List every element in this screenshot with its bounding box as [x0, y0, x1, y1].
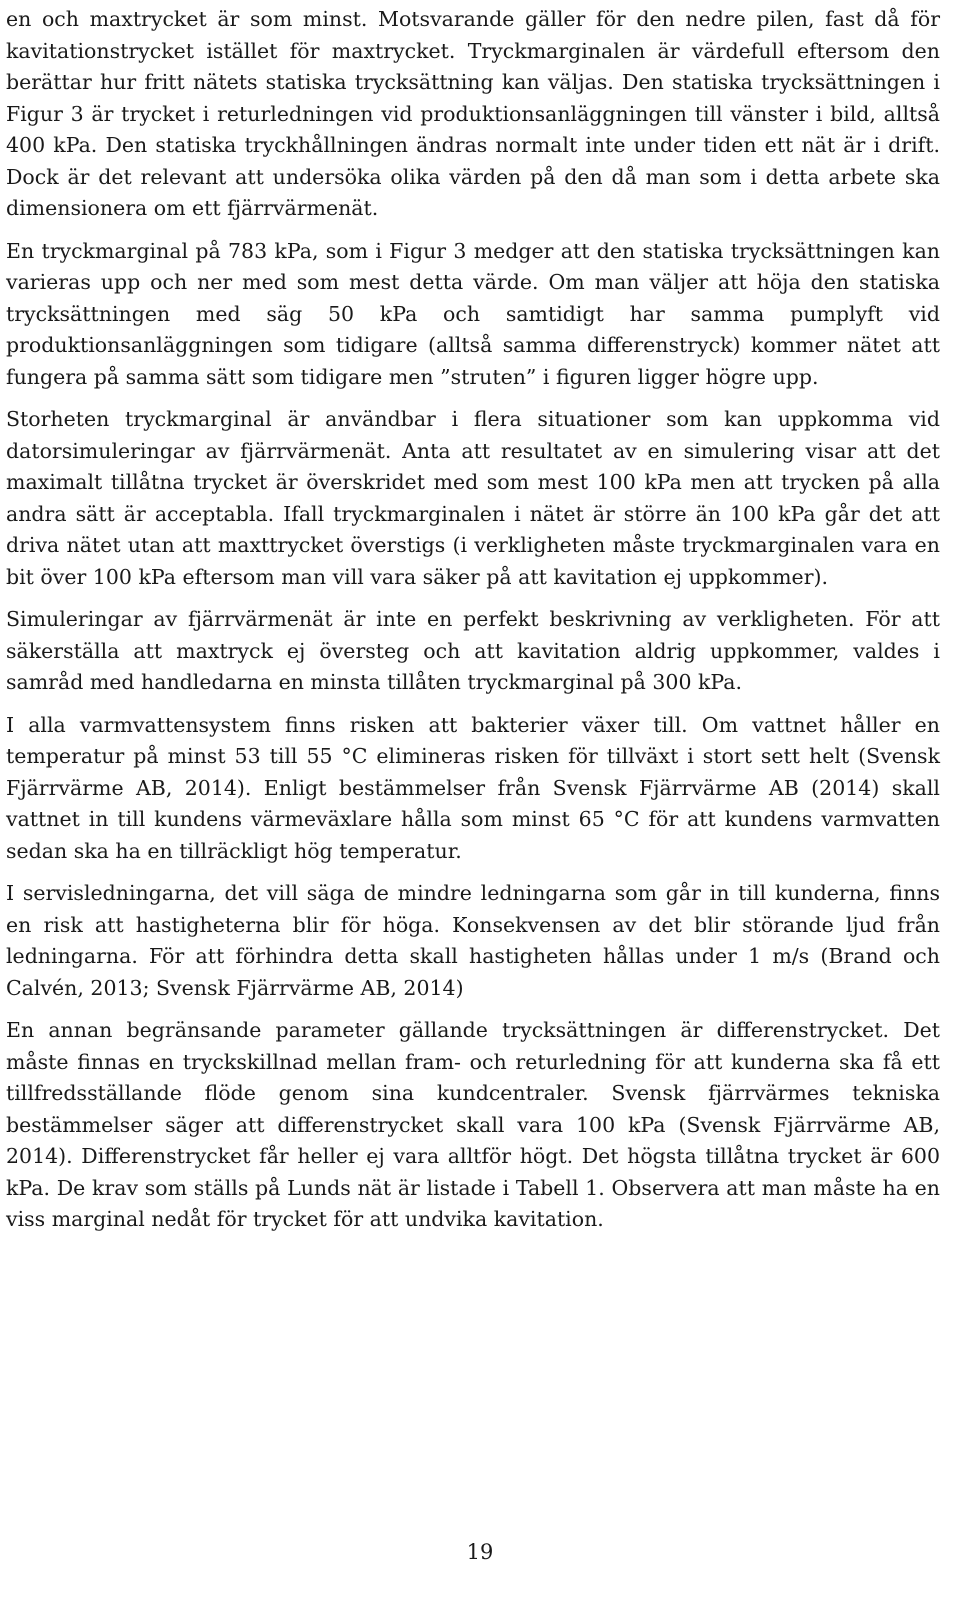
page-number: 19	[466, 1540, 494, 1564]
paragraph-7: En annan begränsande parameter gällande trycksättningen är differenstrycket. Det måste finnas en tryckskillnad mellan fram- och returledning för att kunderna ska få ett tillfredsställande flöde genom sina kundcentraler. Svensk fjärrvärmes tekniska bestämmelser säger att differenstrycket skall vara 100 kPa (Svensk Fjärrvärme AB, 2014). Differenstrycket får heller ej vara alltför högt. Det högsta tillåtna trycket är 600 kPa. De krav som ställs på Lunds nät är listade i Tabell 1. Observera att man måste ha en viss marginal nedåt för trycket för att undvika kavitation.	[6, 1018, 940, 1231]
paragraph-4: Simuleringar av fjärrvärmenät är inte en perfekt beskrivning av verkligheten. För att säkerställa att maxtryck ej översteg och att kavitation aldrig uppkommer, valdes i samråd med handledarna en minsta tillåten tryckmarginal på 300 kPa.	[6, 607, 940, 694]
paragraph-2: En tryckmarginal på 783 kPa, som i Figur 3 medger att den statiska trycksättningen kan varieras upp och ner med som mest detta värde. Om man väljer att höja den statiska trycksättningen med säg 50 kPa och samtidigt har samma pumplyft vid produktionsanläggningen som tidigare (alltså samma differenstryck) kommer nätet att fungera på samma sätt som tidigare men ”struten” i figuren ligger högre upp.	[6, 238, 940, 389]
paragraph-6: I servisledningarna, det vill säga de mindre ledningarna som går in till kunderna, finns en risk att hastigheterna blir för höga. Konsekvensen av det blir störande ljud från ledningarna. För att förhindra detta skall hastigheten hållas under 1 m/s (Brand och Calvén, 2013; Svensk Fjärrvärme AB, 2014)	[6, 881, 940, 1000]
paragraph-3: Storheten tryckmarginal är användbar i flera situationer som kan uppkomma vid datorsimuleringar av fjärrvärmenät. Anta att resultatet av en simulering visar att det maximalt tillåtna trycket är överskridet med som mest 100 kPa men att trycken på alla andra sätt är acceptabla. Ifall tryckmarginalen i nätet är större än 100 kPa går det att driva nätet utan att maxttrycket överstigs (i verkligheten måste tryckmarginalen vara en bit över 100 kPa eftersom man vill vara säker på att kavitation ej uppkommer).	[6, 407, 940, 589]
body-text	[6, 4, 940, 1247]
paragraph-1: en och maxtrycket är som minst. Motsvarande gäller för den nedre pilen, fast då för kavitationstrycket istället för maxtrycket. Tryckmarginalen är värdefull eftersom den berättar hur fritt nätets statiska trycksättning kan väljas. Den statiska trycksättningen i Figur 3 är trycket i returledningen vid produktionsanläggningen till vänster i bild, alltså 400 kPa. Den statiska tryckhållningen ändras normalt inte under tiden ett nät är i drift. Dock är det relevant att undersöka olika värden på den då man som i detta arbete ska dimensionera om ett fjärrvärmenät.	[6, 7, 940, 220]
paragraph-5: I alla varmvattensystem finns risken att bakterier växer till. Om vattnet håller en temperatur på minst 53 till 55 °C elimineras risken för tillväxt i stort sett helt (Svensk Fjärrvärme AB, 2014). Enligt bestämmelser från Svensk Fjärrvärme AB (2014) skall vattnet in till kundens värmeväxlare hålla som minst 65 °C för att kundens varmvatten sedan ska ha en tillräckligt hög temperatur.	[6, 712, 940, 863]
